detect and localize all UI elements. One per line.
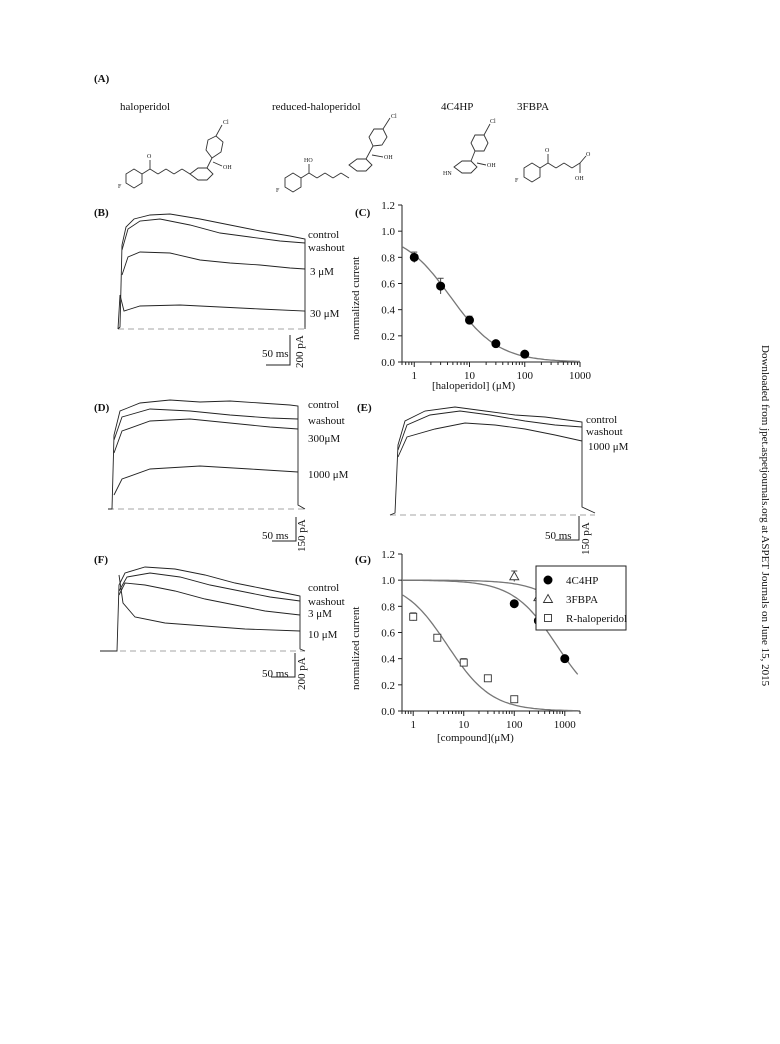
- panel-g-y-axis-label: normalized current: [350, 606, 362, 690]
- y-tick-label: 0.2: [381, 679, 395, 692]
- data-point: [561, 655, 569, 663]
- panel-f-label: (F): [94, 554, 109, 566]
- trace-washout: [122, 219, 305, 250]
- trace-control: [108, 400, 305, 509]
- panel-c-y-axis-label: normalized current: [350, 256, 362, 340]
- structure-substituent: OH: [487, 163, 496, 169]
- panel-c-label: (C): [355, 207, 371, 219]
- scale-time-label: 50 ms: [262, 348, 289, 360]
- structure-substituent: O: [545, 148, 550, 154]
- trace-washout: [398, 411, 582, 450]
- data-point: [437, 282, 445, 290]
- structure-reduced-haloperidol: [265, 110, 425, 195]
- trace-label-3uM: 3 μM: [308, 608, 332, 620]
- data-point: [410, 613, 417, 620]
- y-tick-label: 0.2: [381, 330, 395, 343]
- chart-panel-g: [340, 544, 630, 744]
- y-tick-label: 0.4: [381, 653, 395, 666]
- structure-4c4hp: [440, 115, 505, 190]
- trace-label-10uM: 10 μM: [308, 629, 338, 641]
- x-tick-label: 10: [464, 370, 476, 382]
- structure-substituent: F: [118, 184, 122, 190]
- structure-substituent: F: [515, 178, 519, 184]
- compound-name-haloperidol: haloperidol: [120, 101, 171, 113]
- y-tick-label: 0.6: [381, 278, 395, 291]
- scale-time-label: 50 ms: [262, 530, 289, 542]
- structure-haloperidol: [110, 112, 260, 197]
- scale-time-label: 50 ms: [262, 668, 289, 680]
- data-point: [511, 696, 518, 703]
- trace-label-control: control: [586, 414, 618, 426]
- legend-label: 4C4HP: [566, 575, 599, 587]
- scale-current-label: 150 pA: [296, 519, 308, 552]
- traces-panel-d: [100, 395, 310, 550]
- trace-label-30uM: 30 μM: [310, 308, 340, 320]
- data-point: [410, 253, 418, 261]
- panel-b-label: (B): [94, 207, 109, 219]
- panel-d-label: (D): [94, 402, 110, 414]
- x-tick-label: 100: [516, 370, 534, 382]
- data-point: [460, 659, 467, 666]
- y-tick-label: 0.0: [381, 357, 395, 369]
- trace-label-washout: washout: [308, 596, 345, 608]
- trace-control: [118, 214, 305, 329]
- compound-name-3fbpa: 3FBPA: [517, 101, 550, 113]
- data-point: [484, 675, 491, 682]
- scale-time-label: 50 ms: [545, 530, 572, 542]
- compound-name-4c4hp: 4C4HP: [441, 101, 474, 113]
- legend-marker: [545, 615, 552, 622]
- trace-washout: [114, 409, 298, 440]
- data-point: [521, 350, 529, 358]
- data-point: [466, 316, 474, 324]
- y-tick-label: 1.0: [381, 226, 395, 239]
- structure-substituent: OH: [384, 155, 393, 161]
- trace-label-1000uM: 1000 μM: [308, 469, 349, 481]
- structure-substituent: Cl: [223, 120, 229, 126]
- trace-label-washout: washout: [308, 242, 345, 254]
- trace-control: [100, 567, 305, 651]
- y-tick-label: 0.8: [381, 252, 395, 265]
- y-tick-label: 1.0: [381, 575, 395, 588]
- panel-c-x-axis-label: [haloperidol] (μM): [432, 380, 516, 392]
- download-notice: Downloaded from jpet.aspetjournals.org at ASPET Journals on June 15, 2015: [759, 345, 771, 687]
- trace-label-control: control: [308, 399, 340, 411]
- legend-label: 3FBPA: [566, 594, 599, 606]
- chart-panel-c: [340, 195, 590, 395]
- trace-10uM: [119, 575, 300, 631]
- x-tick-label: 1000: [569, 370, 591, 382]
- traces-panel-f: [95, 555, 310, 715]
- trace-label-washout: washout: [586, 426, 623, 438]
- panel-e-label: (E): [357, 402, 372, 414]
- y-tick-label: 1.2: [381, 200, 395, 212]
- structure-substituent: Cl: [490, 119, 496, 125]
- trace-washout: [119, 573, 300, 601]
- legend-marker: [544, 576, 552, 584]
- fit-curve: [402, 247, 580, 362]
- trace-1000uM: [114, 466, 298, 495]
- y-tick-label: 0.6: [381, 627, 395, 640]
- legend-label: R-haloperidol: [566, 613, 628, 625]
- structure-substituent: O: [586, 152, 591, 158]
- trace-300uM: [114, 419, 298, 453]
- structure-substituent: OH: [223, 165, 232, 171]
- x-tick-label: 100: [506, 719, 523, 731]
- y-tick-label: 0.4: [381, 304, 395, 317]
- trace-label-300uM: 300μM: [308, 433, 341, 445]
- scale-current-label: 200 pA: [296, 657, 308, 690]
- compound-name-reduced-haloperidol: reduced-haloperidol: [272, 101, 361, 113]
- x-tick-label: 1: [410, 719, 416, 731]
- y-tick-label: 1.2: [381, 549, 395, 561]
- data-point: [434, 634, 441, 641]
- structure-substituent: O: [147, 154, 152, 160]
- data-point: [510, 572, 519, 580]
- trace-label-3uM: 3 μM: [310, 266, 334, 278]
- trace-3uM: [122, 252, 305, 275]
- structure-substituent: HO: [304, 158, 313, 164]
- scale-current-label: 150 pA: [580, 522, 592, 555]
- structure-3fbpa: [510, 132, 615, 192]
- trace-label-1000uM: 1000 μM: [588, 441, 629, 453]
- trace-control: [390, 407, 595, 515]
- trace-label-washout: washout: [308, 415, 345, 427]
- panel-g-label: (G): [355, 554, 371, 566]
- scale-current-label: 200 pA: [294, 335, 306, 368]
- x-tick-label: 1: [411, 370, 418, 382]
- structure-substituent: Cl: [391, 114, 397, 120]
- y-tick-label: 0.8: [381, 601, 395, 614]
- trace-30uM: [118, 295, 305, 329]
- trace-label-control: control: [308, 582, 340, 594]
- structure-substituent: F: [276, 188, 280, 194]
- panel-g-x-axis-label: [compound](μM): [437, 732, 514, 744]
- trace-3uM: [119, 583, 300, 615]
- structure-substituent: HN: [443, 171, 452, 177]
- trace-label-control: control: [308, 229, 340, 241]
- x-tick-label: 1000: [553, 719, 576, 731]
- data-point: [510, 600, 518, 608]
- structure-substituent: OH: [575, 176, 584, 182]
- panel-a-label: (A): [94, 73, 110, 85]
- y-tick-label: 0.0: [381, 706, 395, 718]
- x-tick-label: 10: [458, 719, 470, 731]
- trace-1000uM: [398, 423, 582, 457]
- data-point: [492, 340, 500, 348]
